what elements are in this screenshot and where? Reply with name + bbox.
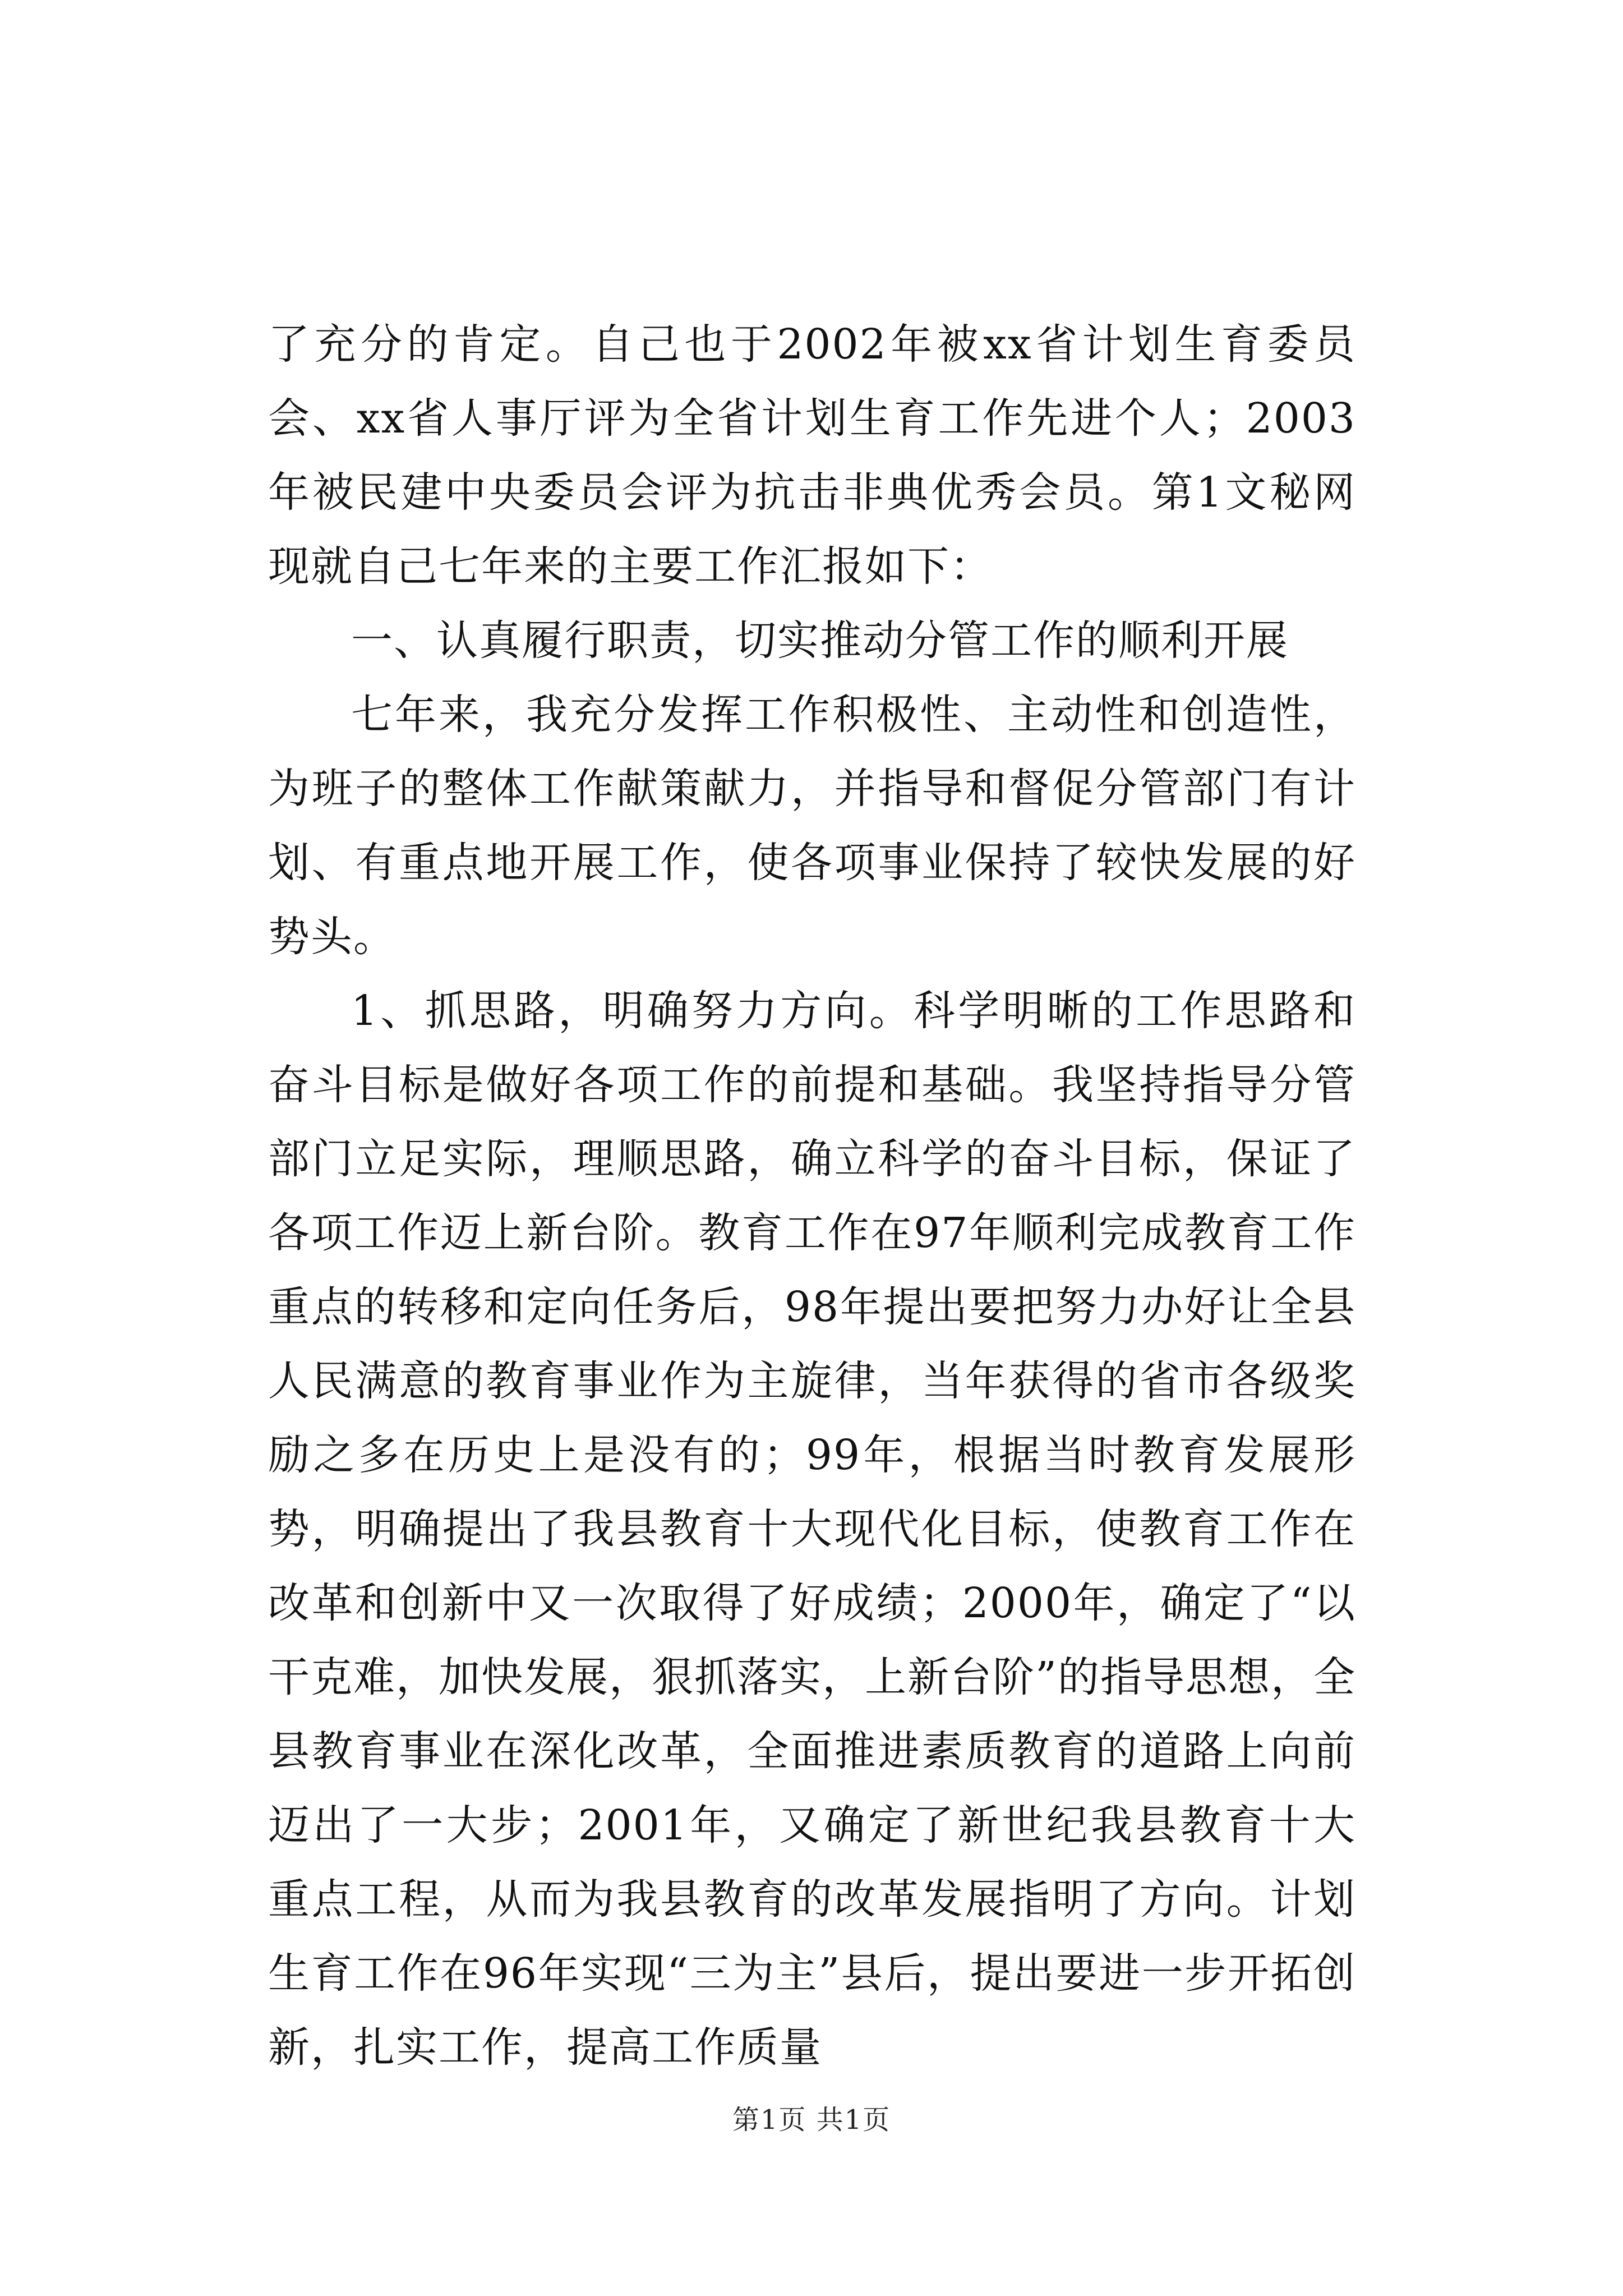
section-heading: 一、认真履行职责，切实推动分管工作的顺利开展 (351, 616, 1289, 665)
page-footer: 第1页 共1页 (732, 2104, 891, 2136)
paragraph-continuation: 了充分的肯定。自己也于2002年被xx省计划生育委员会、xx省人事厅评为全省计划生育工作先进个人；2003年被民建中央委员会评为抗击非典优秀会员。第1文秘网现就自己七年来的主要工作汇报如下： (268, 320, 1356, 591)
paragraph-ideas: 1、抓思路，明确努力方向。科学明晰的工作思路和奋斗目标是做好各项工作的前提和基础。我坚持指导分管部门立足实际，理顺思路，确立科学的奋斗目标，保证了各项工作迈上新台阶。教育工作在97年顺利完成教育工作重点的转移和定向任务后，98年提出要把努力办好让全县人民满意的教育事业作为主旋律，当年获得的省市各级奖励之多在历史上是没有的；99年，根据当时教育发展形势，明确提出了我县教育十大现代化目标，使教育工作在改革和创新中又一次取得了好成绩；2000年，确定了“以干克难，加快发展，狠抓落实，上新台阶”的指导思想，全县教育事业在深化改革，全面推进素质教育的道路上向前迈出了一大步；2001年，又确定了新世纪我县教育十大重点工程，从而为我县教育的改革发展指明了方向。计划生育工作在96年实现“三为主”县后，提出要进一步开拓创新，扎实工作，提高工作质量 (268, 987, 1356, 2072)
paragraph-overview: 七年来，我充分发挥工作积极性、主动性和创造性，为班子的整体工作献策献力，并指导和督促分管部门有计划、有重点地开展工作，使各项事业保持了较快发展的好势头。 (268, 691, 1356, 961)
document-body (268, 307, 1356, 2085)
